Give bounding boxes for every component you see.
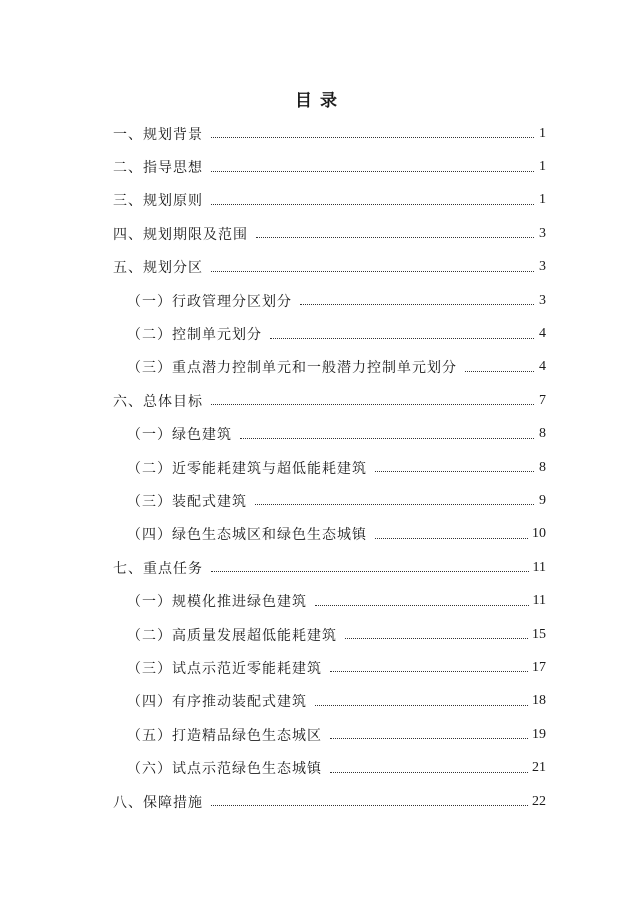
dot-leader: [300, 304, 534, 305]
toc-entry[interactable]: [0, 117, 640, 150]
dot-leader: [375, 471, 534, 472]
toc-entry-page-number: 11: [532, 559, 546, 575]
dot-leader: [211, 171, 534, 172]
toc-entry-page-number: 18: [532, 693, 546, 709]
toc-entry-label: （一）行政管理分区划分: [127, 293, 292, 310]
dot-leader: [211, 271, 534, 272]
toc-entry-label: 三、规划原则: [113, 193, 203, 210]
toc-entry[interactable]: [0, 351, 640, 384]
toc-entry-page-number: 1: [539, 125, 546, 141]
toc-entry[interactable]: [0, 651, 640, 684]
toc-entry-label: 五、规划分区: [113, 260, 203, 277]
dot-leader: [270, 338, 534, 339]
dot-leader: [315, 605, 529, 606]
toc-entry[interactable]: [0, 618, 640, 651]
toc-entry-label: 六、总体目标: [113, 393, 203, 410]
toc-entry[interactable]: [0, 251, 640, 284]
toc-entry-page-number: 21: [532, 760, 546, 776]
toc-entry-page-number: 22: [532, 793, 546, 809]
dot-leader: [465, 371, 534, 372]
dot-leader: [345, 638, 528, 639]
toc-entry-label: （三）重点潜力控制单元和一般潜力控制单元划分: [127, 360, 457, 377]
toc-entry-page-number: 4: [539, 359, 546, 375]
toc-entry-page-number: 17: [532, 659, 546, 675]
toc-entry-label: （六）试点示范绿色生态城镇: [127, 761, 322, 778]
toc-entry-label: （三）装配式建筑: [127, 493, 247, 510]
toc-entry-page-number: 7: [539, 392, 546, 408]
toc-entry-label: 一、规划背景: [113, 126, 203, 143]
toc-entry-page-number: 3: [539, 225, 546, 241]
toc-entry-page-number: 4: [539, 326, 546, 342]
toc-entry[interactable]: [0, 217, 640, 250]
toc-entry-page-number: 3: [539, 259, 546, 275]
toc-entry[interactable]: [0, 384, 640, 417]
toc-entry-label: 四、规划期限及范围: [113, 226, 248, 243]
dot-leader: [315, 705, 528, 706]
toc-entry-label: （四）绿色生态城区和绿色生态城镇: [127, 527, 367, 544]
toc-entry[interactable]: [0, 785, 640, 818]
toc-entry-label: （五）打造精品绿色生态城区: [127, 727, 322, 744]
toc-entry[interactable]: [0, 418, 640, 451]
dot-leader: [375, 538, 528, 539]
toc-entry[interactable]: [0, 150, 640, 183]
toc-entry[interactable]: [0, 518, 640, 551]
table-of-contents: [0, 117, 640, 818]
dot-leader: [330, 738, 528, 739]
toc-entry-label: 八、保障措施: [113, 794, 203, 811]
toc-entry-label: 二、指导思想: [113, 160, 203, 177]
toc-entry-label: （二）高质量发展超低能耗建筑: [127, 627, 337, 644]
dot-leader: [330, 671, 528, 672]
toc-entry-page-number: 11: [532, 593, 546, 609]
toc-entry-label: （三）试点示范近零能耗建筑: [127, 660, 322, 677]
dot-leader: [330, 772, 528, 773]
toc-entry-page-number: 10: [532, 526, 546, 542]
toc-entry-label: （一）规模化推进绿色建筑: [127, 594, 307, 611]
dot-leader: [255, 504, 534, 505]
toc-entry-page-number: 19: [532, 726, 546, 742]
toc-entry-page-number: 15: [532, 626, 546, 642]
page-title: 目录: [295, 91, 345, 111]
toc-entry-page-number: 8: [539, 426, 546, 442]
toc-entry-label: 七、重点任务: [113, 560, 203, 577]
dot-leader: [256, 237, 534, 238]
toc-entry[interactable]: [0, 484, 640, 517]
dot-leader: [211, 805, 528, 806]
toc-entry-page-number: 3: [539, 292, 546, 308]
toc-entry[interactable]: [0, 317, 640, 350]
toc-entry-label: （二）控制单元划分: [127, 327, 262, 344]
dot-leader: [211, 204, 534, 205]
dot-leader: [240, 438, 534, 439]
toc-entry[interactable]: [0, 751, 640, 784]
toc-entry-label: （二）近零能耗建筑与超低能耗建筑: [127, 460, 367, 477]
toc-entry[interactable]: [0, 184, 640, 217]
toc-entry[interactable]: [0, 685, 640, 718]
toc-entry-page-number: 9: [539, 492, 546, 508]
dot-leader: [211, 404, 534, 405]
dot-leader: [211, 571, 529, 572]
toc-entry-page-number: 1: [539, 159, 546, 175]
toc-entry[interactable]: [0, 551, 640, 584]
toc-entry-page-number: 1: [539, 192, 546, 208]
toc-entry-label: （四）有序推动装配式建筑: [127, 694, 307, 711]
toc-entry[interactable]: [0, 284, 640, 317]
toc-entry[interactable]: [0, 451, 640, 484]
toc-entry[interactable]: [0, 718, 640, 751]
dot-leader: [211, 137, 534, 138]
toc-entry-label: （一）绿色建筑: [127, 427, 232, 444]
toc-entry[interactable]: [0, 584, 640, 617]
toc-entry-page-number: 8: [539, 459, 546, 475]
